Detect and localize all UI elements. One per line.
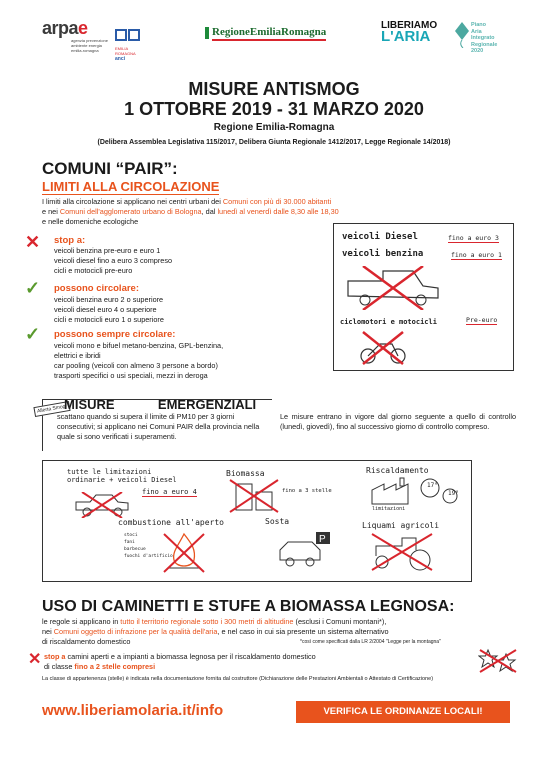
sempre-check-icon: ✓	[25, 324, 41, 344]
limitazioni-label: tutte le limitazioni ordinarie + veicoli Diesel	[67, 468, 177, 484]
circolare-check-icon: ✓	[25, 278, 41, 298]
page-title: MISURE ANTISMOG 1 OTTOBRE 2019 - 31 MARZO 2020	[124, 79, 424, 119]
biomassa-paragraph: le regole si applicano in tutto il territorio regionale sotto i 300 metri di altitudine (esclusi i Comuni montani*), nei Comuni oggetto di infrazione per la qualità dell'aria, e nel caso in cui sia presente un sistema alternativo di riscaldamento domestico	[42, 617, 389, 646]
moto-tag: Pre-euro	[466, 316, 498, 324]
combustione-list: stoci fani barbecue fuochi d'artificio	[124, 533, 173, 559]
diesel-tag: fino a euro 3	[448, 234, 499, 242]
anci-logo: EMILIA ROMAGNA anci	[115, 28, 149, 62]
stop-x-icon: ✕	[25, 232, 41, 252]
biomassa-tag: fino a 3 stelle	[282, 488, 332, 494]
stars-crossed-icon	[478, 648, 518, 674]
car-crossed-icon	[343, 266, 443, 310]
pair-heading: COMUNI “PAIR”:	[42, 159, 178, 178]
sosta-label: Sosta	[265, 517, 290, 526]
classe-note: La classe di appartenenza (stelle) è indicata nella documentazione fornita dal costruttore (Dichiarazione delle Prestazioni Ambientali o Attestato di Certificazione)	[42, 676, 434, 682]
biomassa-stop: stop a camini aperti e a impianti a biomassa legnosa per il riscaldamento domestico di classe fino a 2 stelle compresi	[44, 652, 316, 671]
biomassa-label: Biomassa	[226, 469, 265, 478]
svg-text:P: P	[319, 534, 326, 545]
car-crossed-icon-2	[72, 492, 132, 518]
moto-crossed-icon	[358, 330, 408, 366]
limitazioni-small: limitazioni	[372, 506, 406, 512]
website-link[interactable]: www.liberiamolaria.it/info	[42, 702, 224, 719]
emergenziali-text-right: Le misure entrano in vigore dal giorno seguente a quello di controllo (lunedì, giovedì), fino al successivo giorno di controllo compreso.	[280, 412, 516, 431]
factory-icon	[370, 476, 460, 506]
benzina-label: veicoli benzina	[342, 249, 424, 259]
rule-sempre-label: possono sempre circolare:	[54, 329, 176, 340]
piano-aria-logo: Piano Aria Integrato Regionale 2020	[455, 22, 525, 55]
emergenziali-heading: MISURE EMERGENZIALI	[64, 397, 257, 412]
kite-icon	[455, 22, 469, 48]
temp-1: 17°	[427, 482, 438, 489]
temp-2: 19°	[448, 490, 459, 497]
rule-stop-list: veicoli benzina pre-euro e euro 1 veicoli diesel fino a euro 3 compreso cicli e motocicli pre-euro	[54, 246, 173, 275]
rule-circolare-label: possono circolare:	[54, 283, 139, 294]
fire-crossed-icon	[160, 530, 208, 574]
delibera-text: (Delibera Assemblea Legislativa 115/2017, Delibera Giunta Regionale 1412/2017, Legge Regionale 14/2018)	[97, 139, 451, 146]
rule-sempre-list: veicoli mono e bifuel metano-benzina, GPL-benzina, elettrici e ibridi car pooling (veicoli con almeno 3 persone a bordo) trasporti specifici o usi speciali, mezzi in deroga	[54, 341, 224, 380]
moto-label: ciclomotori e motocicli	[340, 318, 437, 326]
arpae-subtitle: agenzia prevenzione ambiente energia emilia-romagna	[71, 38, 108, 53]
diesel-label: veicoli Diesel	[342, 232, 418, 242]
limiti-heading: LIMITI ALLA CIRCOLAZIONE	[42, 179, 220, 194]
regione-logo: RegioneEmiliaRomagna	[205, 25, 323, 41]
region-subtitle: Regione Emilia-Romagna	[213, 122, 335, 133]
rule-circolare-list: veicoli benzina euro 2 o superiore veicoli diesel euro 4 o superiore cicli e motocicli euro 1 o superiore	[54, 295, 164, 324]
riscaldamento-label: Riscaldamento	[366, 466, 429, 475]
parking-car-icon	[276, 532, 336, 568]
emergenziali-text-left: scattano quando si supera il limite di PM10 per 3 giorni consecutivi; si applicano nei Comuni PAIR della provincia nella quale si sono verificati i superamenti.	[57, 412, 260, 441]
liquami-label: Liquami agricoli	[362, 521, 440, 530]
combustione-label: combustione all'aperto	[118, 518, 224, 527]
logo-bar	[0, 18, 548, 74]
tractor-crossed-icon	[362, 532, 442, 572]
liberiamo-logo: LIBERIAMO L'ARIA	[381, 20, 438, 45]
allerta-badge: Allerta Smog!	[33, 401, 70, 417]
arpae-logo: arpae	[42, 18, 88, 38]
biomassa-footnote: *così come specificati dalla LR 2/2004 "Legge per la montagna"	[300, 639, 441, 645]
rule-stop-label: stop a:	[54, 235, 86, 246]
pair-intro: I limiti alla circolazione si applicano nei centri urbani dei Comuni con più di 30.000 abitanti e nei Comuni dell'agglomerato urbano di Bologna, dal lunedì al venerdì dalle 8,30 alle 18,30 e nelle domeniche ecologiche	[42, 197, 339, 226]
stove-crossed-icon	[228, 478, 280, 514]
limitazioni-tag: fino a euro 4	[142, 488, 197, 496]
verifica-banner: VERIFICA LE ORDINANZE LOCALI!	[296, 701, 510, 723]
benzina-tag: fino a euro 1	[451, 251, 502, 259]
biomassa-stop-x-icon: ✕	[28, 651, 42, 668]
biomassa-heading: USO DI CAMINETTI E STUFE A BIOMASSA LEGNOSA:	[42, 598, 455, 615]
